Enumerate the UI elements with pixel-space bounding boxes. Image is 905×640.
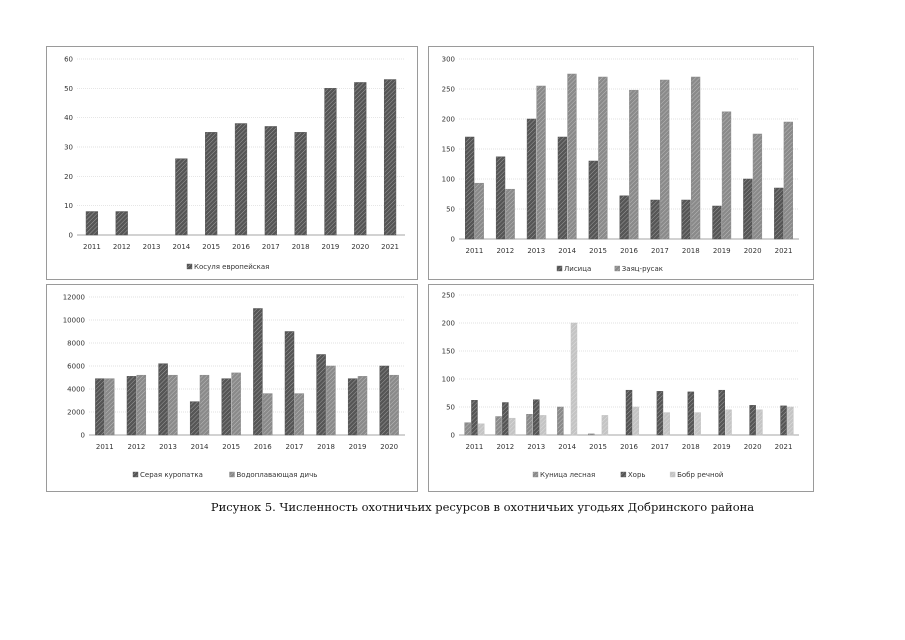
bar (682, 200, 691, 239)
bar (509, 418, 515, 435)
x-tick-label: 2012 (112, 243, 131, 251)
bar (750, 405, 756, 435)
legend-swatch (557, 266, 562, 271)
bar (86, 212, 98, 235)
bar (502, 403, 508, 435)
bar (629, 90, 638, 239)
bar (95, 379, 104, 435)
bar (496, 417, 502, 435)
y-tick-label: 100 (441, 375, 455, 384)
bar (657, 391, 663, 435)
bar (263, 394, 272, 435)
bar (295, 132, 307, 235)
bar (176, 159, 188, 235)
bar (390, 375, 399, 435)
legend-swatch (133, 472, 138, 477)
chart-panel-fox-hare (428, 46, 814, 280)
bar (232, 373, 241, 435)
legend-label: Бобр речной (677, 471, 724, 479)
bar (598, 77, 607, 239)
bar (557, 407, 563, 435)
bar (568, 74, 577, 239)
y-tick-label: 2000 (67, 408, 85, 417)
bar (602, 415, 608, 435)
y-tick-label: 60 (64, 55, 73, 64)
x-tick-label: 2019 (712, 443, 731, 451)
bar (691, 77, 700, 239)
x-tick-label: 2015 (589, 443, 608, 451)
x-tick-label: 2014 (558, 443, 577, 451)
y-tick-label: 12000 (62, 293, 85, 302)
bar (116, 212, 128, 235)
bar (137, 375, 146, 435)
bar (633, 407, 639, 435)
x-tick-label: 2014 (558, 247, 577, 255)
figure-caption: Рисунок 5. Численность охотничьих ресурсов в охотничьих угодьях Добринского района (210, 500, 755, 514)
y-tick-label: 200 (441, 115, 455, 124)
legend-swatch (187, 264, 192, 269)
x-tick-label: 2011 (465, 443, 484, 451)
y-tick-label: 150 (441, 145, 455, 154)
bar (695, 413, 701, 435)
x-tick-label: 2021 (774, 443, 793, 451)
x-tick-label: 2012 (496, 247, 515, 255)
y-tick-label: 50 (446, 205, 455, 214)
y-tick-label: 4000 (67, 385, 85, 394)
x-tick-label: 2013 (527, 443, 546, 451)
bar (626, 390, 632, 435)
bar (295, 394, 304, 435)
x-tick-label: 2018 (317, 443, 335, 451)
bar (168, 375, 177, 435)
y-tick-label: 100 (441, 175, 455, 184)
y-tick-label: 30 (64, 143, 73, 152)
x-tick-label: 2015 (589, 247, 608, 255)
y-tick-label: 50 (446, 403, 455, 412)
x-tick-label: 2016 (620, 443, 638, 451)
bar (358, 376, 367, 435)
x-tick-label: 2017 (285, 443, 304, 451)
bar (159, 364, 168, 435)
bar (533, 400, 539, 435)
chart-panel-roe-deer (46, 46, 418, 280)
legend-swatch (670, 472, 675, 477)
x-tick-label: 2012 (127, 443, 146, 451)
bar (105, 379, 114, 435)
x-tick-label: 2016 (232, 243, 250, 251)
bar (527, 119, 536, 239)
x-tick-label: 2014 (190, 443, 209, 451)
y-tick-label: 50 (64, 84, 73, 93)
bar (756, 410, 762, 435)
bar (317, 355, 326, 436)
legend-label: Лисица (564, 265, 592, 273)
x-tick-label: 2021 (381, 243, 400, 251)
bar (205, 132, 217, 235)
x-tick-label: 2019 (321, 243, 340, 251)
chart-roe-deer (47, 47, 417, 279)
y-tick-label: 0 (450, 235, 455, 244)
y-tick-label: 10 (64, 202, 73, 211)
bar (664, 413, 670, 435)
y-tick-label: 20 (64, 172, 73, 181)
x-tick-label: 2018 (291, 243, 310, 251)
bar (540, 415, 546, 435)
x-tick-label: 2020 (743, 247, 762, 255)
y-tick-label: 300 (441, 55, 455, 64)
y-tick-label: 200 (441, 319, 455, 328)
y-tick-label: 40 (64, 114, 73, 123)
bar (465, 137, 474, 239)
x-tick-label: 2017 (650, 443, 669, 451)
x-tick-label: 2013 (159, 443, 177, 451)
legend-swatch (615, 266, 620, 271)
chart-panel-partridge-waterfowl (46, 284, 418, 492)
y-tick-label: 10000 (62, 316, 85, 325)
x-tick-label: 2013 (527, 247, 546, 255)
bar (774, 188, 783, 239)
x-tick-label: 2011 (465, 247, 484, 255)
bar (726, 410, 732, 435)
bar (285, 332, 294, 436)
bar (253, 309, 262, 436)
x-tick-label: 2019 (348, 443, 367, 451)
bar (235, 124, 247, 235)
y-tick-label: 150 (441, 347, 455, 356)
y-tick-label: 0 (80, 431, 85, 440)
x-tick-label: 2011 (95, 443, 114, 451)
bar (753, 134, 762, 239)
chart-fox-hare (429, 47, 813, 279)
bar (784, 122, 793, 239)
y-tick-label: 0 (68, 231, 73, 240)
bar (348, 379, 357, 435)
x-tick-label: 2020 (743, 443, 762, 451)
x-tick-label: 2020 (351, 243, 370, 251)
bar (781, 406, 787, 435)
chart-partridge-waterfowl (47, 285, 417, 491)
bar (722, 112, 731, 239)
bar (354, 82, 366, 235)
bar (190, 402, 199, 435)
bar (265, 126, 277, 235)
y-tick-label: 250 (441, 85, 455, 94)
y-tick-label: 6000 (67, 362, 85, 371)
bar (589, 161, 598, 239)
x-tick-label: 2011 (82, 243, 101, 251)
bar (222, 379, 231, 435)
bar (537, 86, 546, 239)
bar (465, 423, 471, 435)
bar (496, 157, 505, 239)
y-tick-label: 8000 (67, 339, 85, 348)
x-tick-label: 2018 (681, 247, 700, 255)
bar (384, 80, 396, 235)
bar (651, 200, 660, 239)
legend-label: Водоплавающая дичь (236, 471, 318, 479)
x-tick-label: 2014 (172, 243, 191, 251)
legend-label: Куница лесная (540, 471, 596, 479)
x-tick-label: 2016 (253, 443, 272, 451)
chart-panel-marten-polecat-beaver (428, 284, 814, 492)
bar (471, 400, 477, 435)
bar (571, 323, 577, 435)
legend-swatch (230, 472, 235, 477)
bar (475, 183, 484, 239)
legend-label: Заяц-русак (621, 265, 664, 273)
chart-marten-polecat-beaver (429, 285, 813, 491)
bar (326, 366, 335, 435)
x-tick-label: 2018 (681, 443, 700, 451)
legend-swatch (533, 472, 538, 477)
bar (620, 196, 629, 239)
bar (380, 366, 389, 435)
bar (660, 80, 669, 239)
bar (558, 137, 567, 239)
x-tick-label: 2015 (202, 243, 221, 251)
bar (478, 424, 484, 435)
bar (200, 375, 209, 435)
bar (713, 206, 722, 239)
x-tick-label: 2017 (650, 247, 669, 255)
bar (506, 189, 515, 239)
bar (688, 392, 694, 435)
x-tick-label: 2021 (774, 247, 793, 255)
x-tick-label: 2015 (222, 443, 241, 451)
x-tick-label: 2016 (620, 247, 638, 255)
bar (787, 407, 793, 435)
y-tick-label: 0 (450, 431, 455, 440)
legend-label: Хорь (627, 471, 646, 479)
legend-label: Серая куропатка (140, 471, 203, 479)
bar (719, 390, 725, 435)
bar (526, 414, 532, 435)
y-tick-label: 250 (441, 291, 455, 300)
x-tick-label: 2020 (380, 443, 399, 451)
x-tick-label: 2012 (496, 443, 515, 451)
legend-label: Косуля европейская (194, 263, 270, 271)
bar (325, 88, 337, 235)
x-tick-label: 2017 (261, 243, 280, 251)
legend-swatch (621, 472, 626, 477)
bar (588, 434, 594, 435)
bar (743, 179, 752, 239)
x-tick-label: 2013 (142, 243, 161, 251)
bar (127, 376, 136, 435)
x-tick-label: 2019 (712, 247, 731, 255)
